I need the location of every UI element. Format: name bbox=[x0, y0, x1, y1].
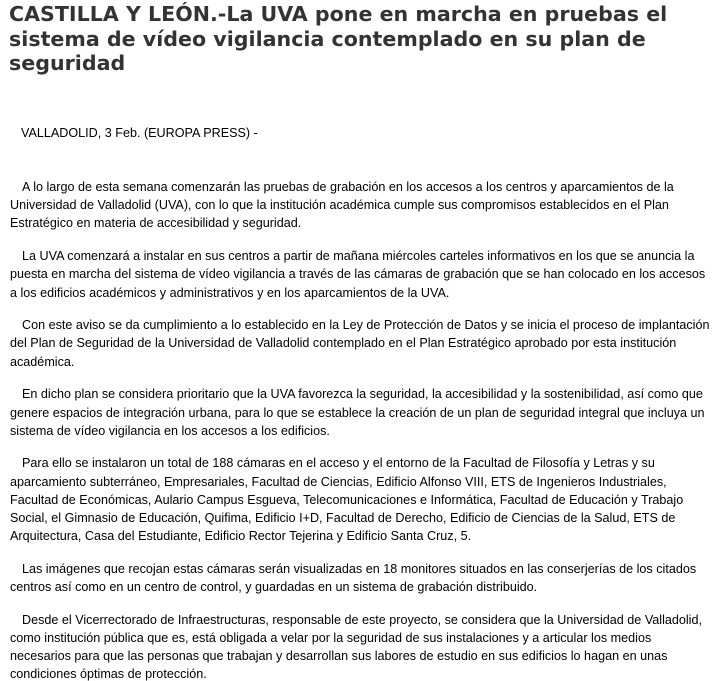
article-headline: CASTILLA Y LEÓN.-La UVA pone en marcha en pruebas el sistema de vídeo vigilancia contemplado en su plan de seguridad bbox=[9, 2, 668, 75]
article-paragraph: Con este aviso se da cumplimiento a lo establecido en la Ley de Protección de Datos y se inicia el proceso de implantación del Plan de Seguridad de la Universidad de Valladolid contemplado en el Plan Estratégico aprobado por esta institución académica. bbox=[10, 318, 710, 369]
article-paragraph: A lo largo de esta semana comenzarán las pruebas de grabación en los accesos a los centros y aparcamientos de la Universidad de Valladolid (UVA), con lo que la institución académica cumple sus compromisos establecidos en el Plan Estratégico en materia de accesibilidad y seguridad. bbox=[10, 180, 674, 231]
article-paragraph: Para ello se instalaron un total de 188 cámaras en el acceso y el entorno de la Facultad de Filosofía y Letras y su aparcamiento subterráneo, Empresariales, Facultad de Ciencias, Edificio Alfonso VIII, ETS de Ingenieros Industriales, Facultad de Económicas, Aulario Campus Esgueva, Telecomunicaciones e Informática, Facultad de Educación y Trabajo Social, el Gimnasio de Educación, Quifima, Edificio I+D, Facultad de Derecho, Edificio de Ciencias de la Salud, ETS de Arquitectura, Casa del Estudiante, Edificio Rector Tejerina y Edificio Santa Cruz, 5. bbox=[10, 456, 684, 544]
article-body bbox=[10, 178, 715, 681]
article-paragraph: Desde el Vicerrectorado de Infraestructuras, responsable de este proyecto, se considera que la Universidad de Valladolid, como institución pública que es, está obligada a velar por la seguridad de sus instalaciones y a articular los medios necesarios para que las personas que trabajan y desarrollan sus labores de estudio en sus edificios lo hagan en unas condiciones óptimas de protección. bbox=[10, 612, 702, 681]
article-paragraph: La UVA comenzará a instalar en sus centros a partir de mañana miércoles carteles informativos en los que se anuncia la puesta en marcha del sistema de vídeo vigilancia a través de las cámaras de grabación que se han colocado en los accesos a los edificios académicos y administrativos y en los aparcamientos de la UVA. bbox=[10, 249, 706, 300]
article-dateline: VALLADOLID, 3 Feb. (EUROPA PRESS) - bbox=[21, 126, 258, 140]
article-paragraph: En dicho plan se considera prioritario que la UVA favorezca la seguridad, la accesibilidad y la sostenibilidad, así como que genere espacios de integración urbana, para lo que se establece la creación de un plan de seguridad integral que incluya un sistema de vídeo vigilancia en los accesos a los edificios. bbox=[10, 387, 705, 438]
article-paragraph: Las imágenes que recojan estas cámaras serán visualizadas en 18 monitores situados en las conserjerías de los citados centros así como en un centro de control, y guardadas en un sistema de grabación distribuido. bbox=[10, 561, 697, 595]
